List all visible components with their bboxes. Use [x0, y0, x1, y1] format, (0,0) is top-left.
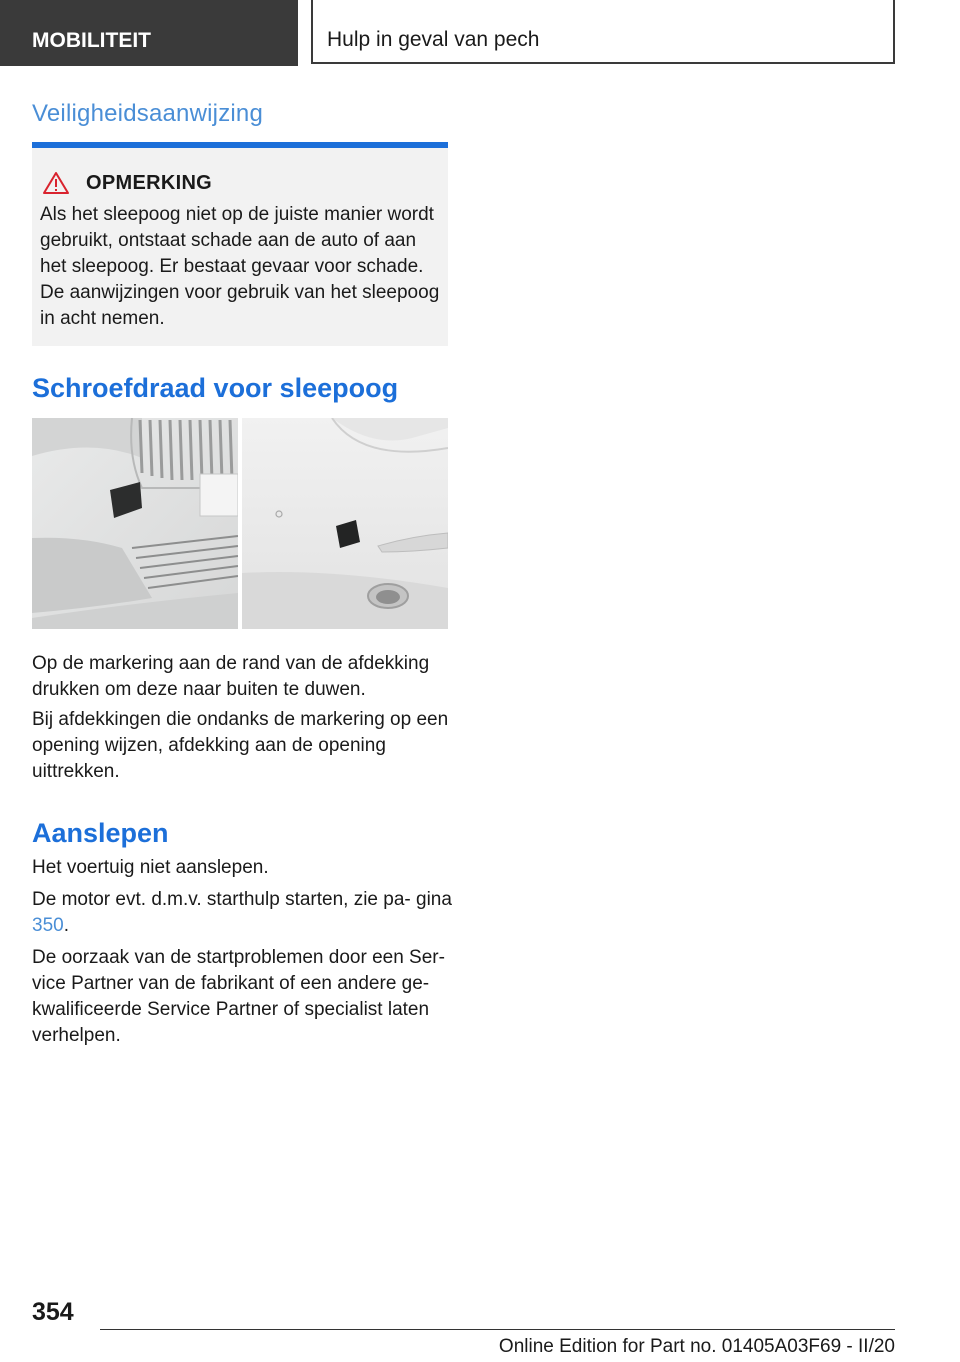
towing-heading: Aanslepen: [32, 818, 169, 848]
header-chapter-label: Hulp in geval van pech: [327, 28, 540, 51]
notice-box: [32, 148, 448, 346]
notice-title: OPMERKING: [86, 171, 213, 194]
footer-rule: [100, 1329, 895, 1330]
thread-paragraph-1: Op de markering aan de rand van de afdekking drukken om deze naar buiten te duwen.: [32, 653, 430, 700]
safety-heading: Veiligheidsaanwijzing: [32, 100, 264, 127]
towing-paragraph-2-end: .: [63, 915, 69, 936]
towing-paragraph-1: Het voertuig niet aanslepen.: [32, 857, 269, 878]
footer-edition: Online Edition for Part no. 01405A03F69 - II/20: [498, 1336, 895, 1357]
thread-paragraph-2: Bij afdekkingen die ondanks de markering op een opening wijzen, afdekking aan de opening uittrekken.: [32, 709, 449, 782]
warning-triangle-icon: [42, 171, 70, 195]
tow-eye-cover-illustration: [32, 418, 448, 629]
towing-paragraph-2-text: De motor evt. d.m.v. starthulp starten, zie pa‐ gina: [32, 889, 452, 910]
page-reference-link[interactable]: 350: [32, 915, 64, 936]
page-number: 354: [32, 1298, 74, 1326]
header-section-tab: [0, 0, 298, 66]
notice-header: [40, 170, 440, 196]
thread-heading: Schroefdraad voor sleepoog: [32, 373, 399, 403]
header-chapter-tab: [311, 0, 895, 64]
towing-paragraph-2: [32, 887, 452, 939]
header-section-label: MOBILITEIT: [32, 29, 151, 52]
notice-body: Als het sleepoog niet op de juiste manier wordt gebruikt, ontstaat schade aan de auto of aan het sleepoog. Er bestaat gevaar voor schade. De aanwijzingen voor gebruik van het sleepoog in acht nemen.: [40, 204, 440, 329]
towing-paragraph-3: De oorzaak van de startproblemen door een Ser‐ vice Partner van de fabrikant of een andere ge‐ kwalificeerde Service Partner of specialist laten verhelpen.: [32, 947, 445, 1046]
